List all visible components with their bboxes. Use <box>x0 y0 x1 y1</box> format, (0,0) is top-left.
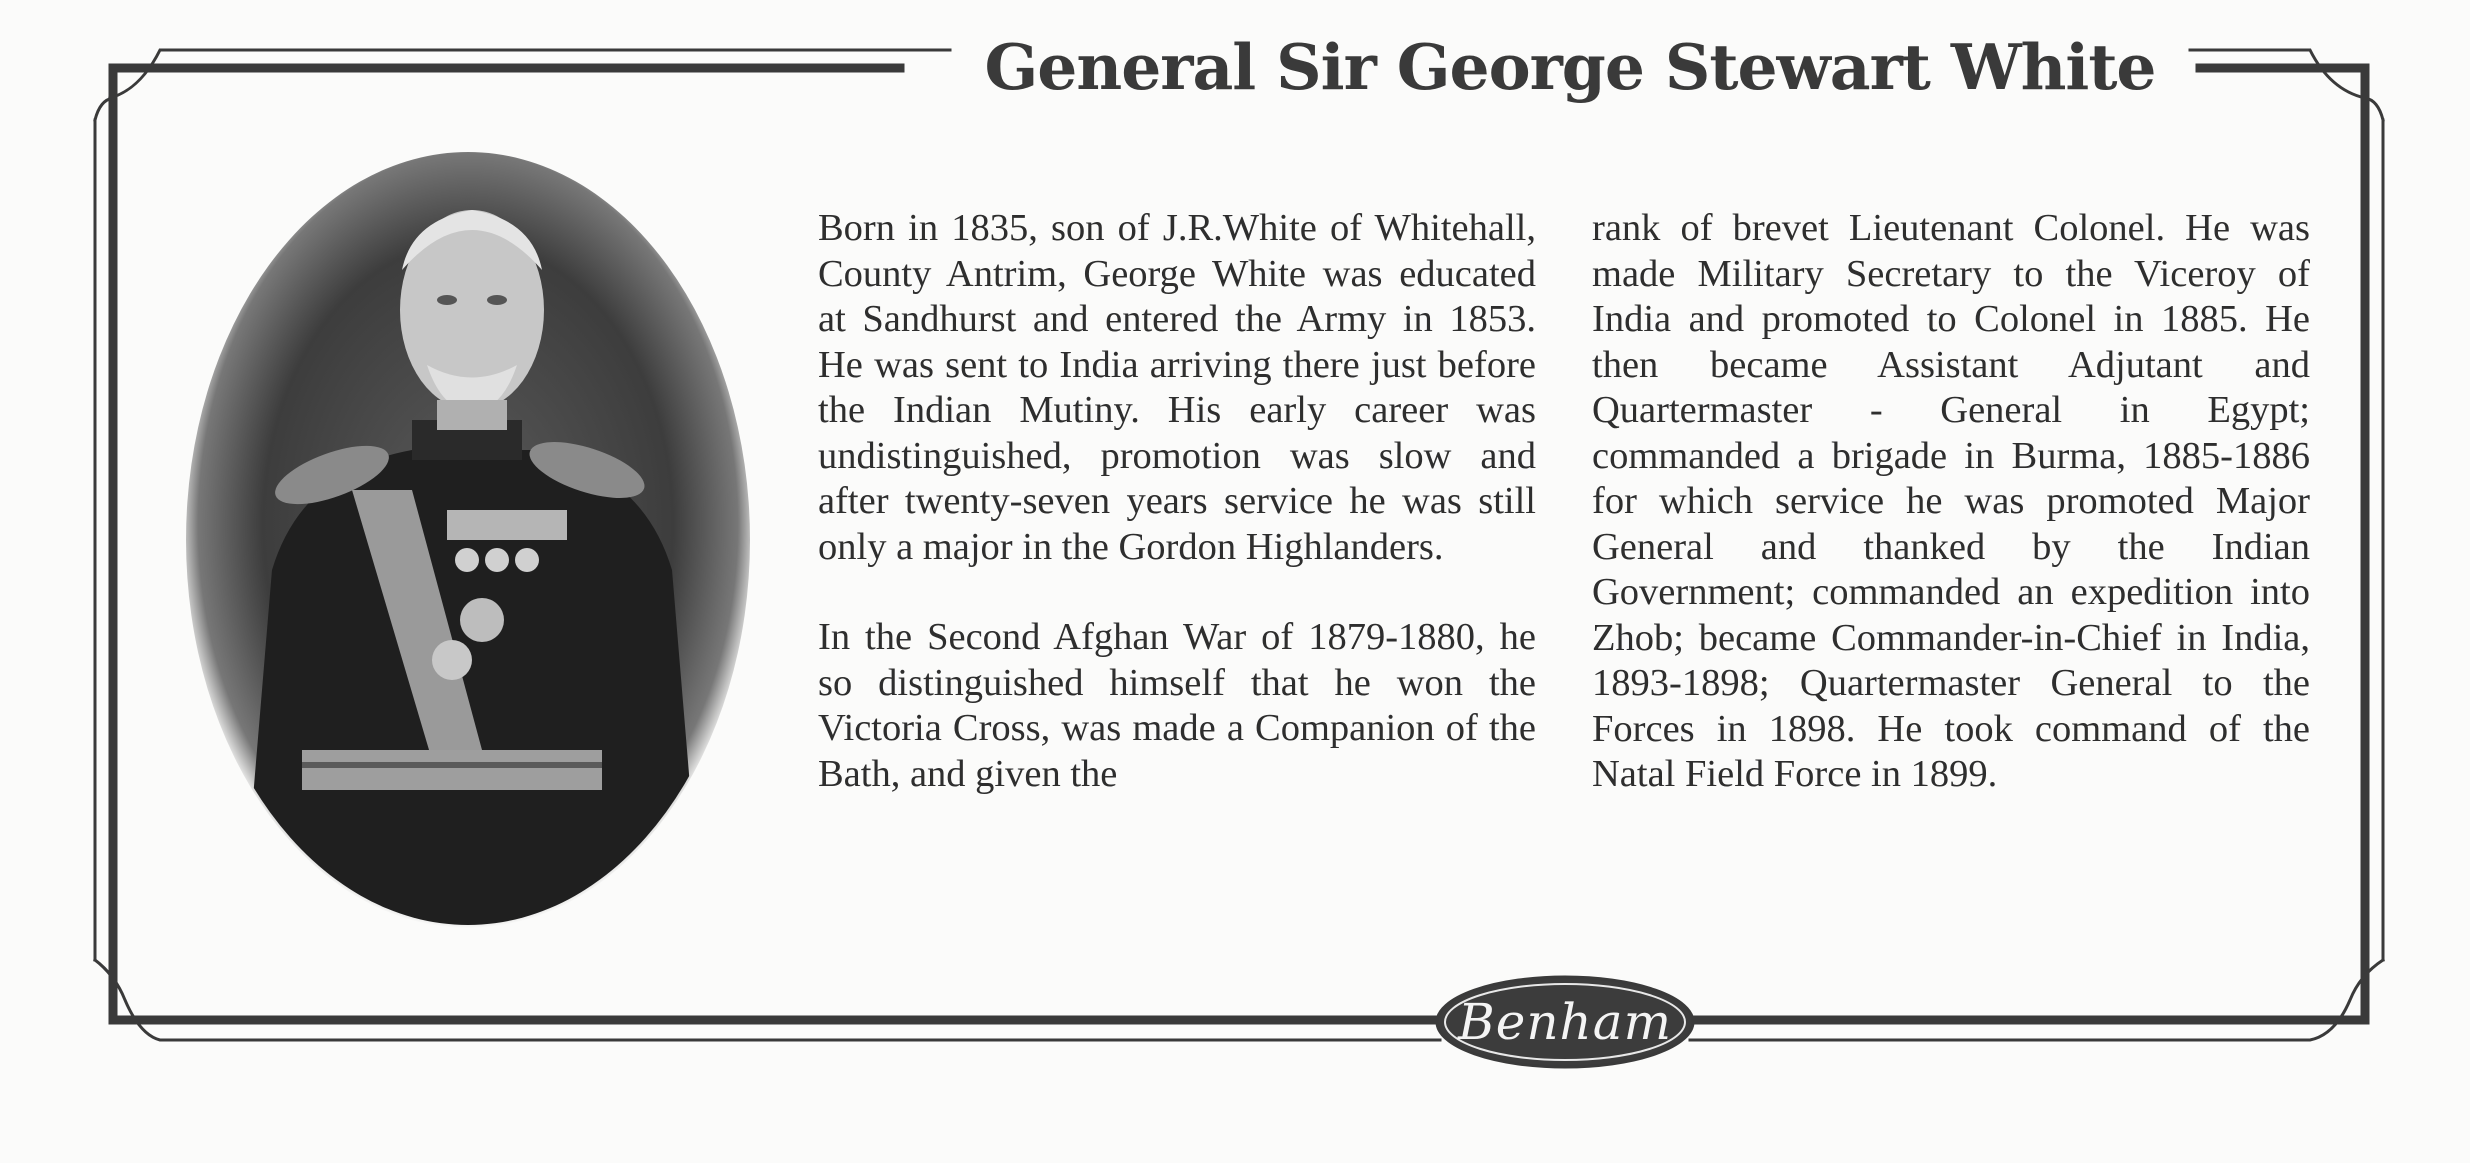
page-title: General Sir George Stewart White <box>984 30 2156 104</box>
portrait-photo <box>182 150 754 930</box>
paragraph: Born in 1835, son of J.R.White of Whitehall, County Antrim, George White was educated at Sandhurst and entered the Army in 1853. He was sent to India arriving there just before the Indian Mutiny. His early career was undistinguished, promotion was slow and after twenty-seven years service he was still only a major in the Gordon Highlanders. <box>818 207 1536 568</box>
paragraph: rank of brevet Lieutenant Colonel. He was made Military Secretary to the Viceroy of India and promoted to Colonel in 1885. He then became Assistant Adjutant and Quartermaster - General in Egypt; commanded a brigade in Burma, 1885-1886 for which service he was promoted Major General and thanked by the Indian Government; commanded an expedition into Zhob; became Commander-in-Chief in India, 1893-1898; Quartermaster General to the Forces in 1898. He took command of the Natal Field Force in 1899. <box>1592 207 2310 795</box>
text-column-right <box>1592 206 2310 798</box>
paragraph: In the Second Afghan War of 1879-1880, he so distinguished himself that he won the Victoria Cross, was made a Companion of the Bath, and given the <box>818 616 1536 795</box>
benham-logo: Benham <box>1458 993 1672 1051</box>
text-column-left <box>818 206 1536 797</box>
